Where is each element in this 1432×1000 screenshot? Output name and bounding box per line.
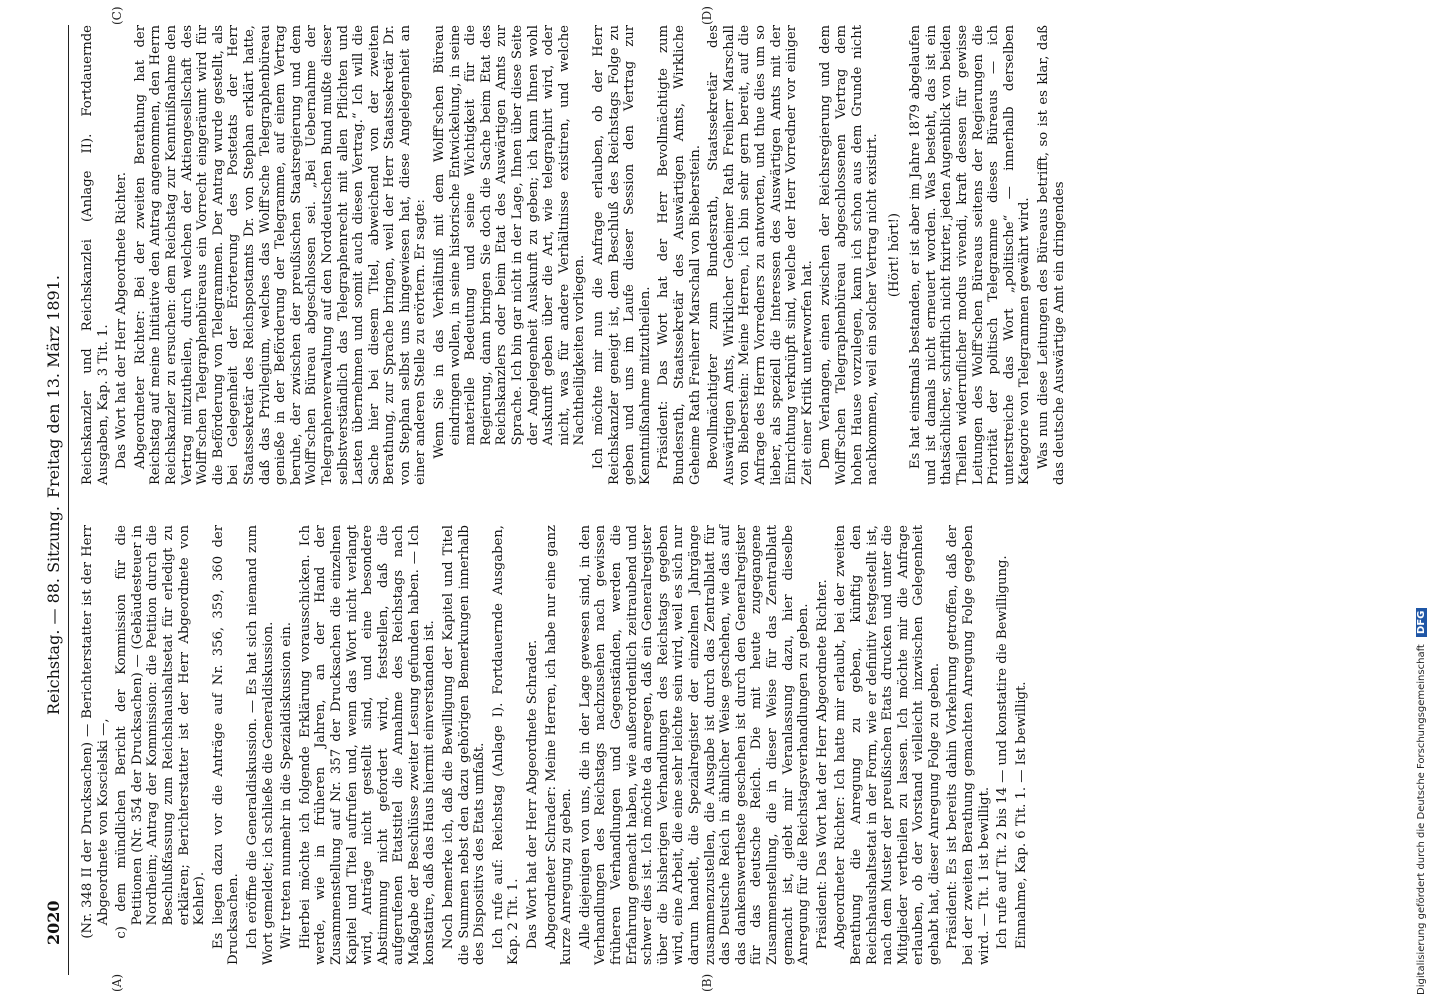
right-column-paragraph: Das Wort hat der Herr Abgeordnete Richter. — [114, 172, 130, 470]
right-column-paragraph: Präsident: Das Wort hat der Herr Bevollmächtigte zum Bundesrath, Staatssekretär des Auswärtigen Amts, Wirkliche Geheime Rath Freiherr Marschall von Bieberstein. — [656, 25, 703, 485]
right-column-paragraph: Abgeordneter Richter: Bei der zweiten Berathung hat der Reichstag auf meine Initiative den Antrag angenommen, den Herrn Reichskanzler zu ersuchen: dem Reichstag zur Kenntnißnahme den Vertrag mitzutheilen, durch welchen der Aktiengesellschaft des Wolff'schen Telegraphenbüreaus ein Vorrecht eingeräumt wird für die Beförderung von Telegrammen. Der Antrag wurde gestellt, als bei Gelegenheit der Erörterung des Postetats der Herr Staatssekretär des Reichspostamts Dr. von Stephan erklärt hatte, daß das Privilegium, welches das Wolff'sche Telegraphenbüreau genieße in der Beförderung der Telegramme, auf einem Vertrag beruhe, der zwischen der preußischen Staatsregierung und dem Wolff'schen Büreau abgeschlossen sei. „Bei Uebernahme der Telegraphenverwaltung auf den Norddeutschen Bund mußte dieser selbstverständlich das Telegraphenrecht mit allen Pflichten und Lasten übernehmen und somit auch diesen Vertrag.“ Ich will die Sache hier bei diesem Titel, abweichend von der zweiten Berathung, zur Sprache bringen, weil der Herr Staatssekretär Dr. von Stephan selbst uns hingewiesen hat, diese Angelegenheit an einer anderen Stelle zu erörtern. Er sagte: — [132, 25, 429, 485]
right-column-paragraph: Bevollmächtigter zum Bundesrath, Staatssekretär des Auswärtigen Amts, Wirklicher Geheimer Rath Freiherr Marschall von Bieberstein: Meine Herren, ich bin sehr gern bereit, auf die Anfrage des Herrn Vorredners zu antworten, und thue dies um so lieber, als speziell die Interessen des Auswärtigen Amts mit der Einrichtung verknüpft sind, welche der Herr Vorredner vor einiger Zeit einer Kritik unterworfen hat. — [706, 25, 815, 485]
left-column-paragraph: Ich rufe auf: Reichstag (Anlage I). Fortdauernde Ausgaben, Kap. 2 Tit. 1. — [490, 525, 522, 965]
left-column-paragraph: c) dem mündlichen Bericht der Kommission für die Petitionen (Nr. 354 der Drucksachen) — (Gebäudesteuer in Nordheim; Antrag der Kommission: die Petition durch die Beschlußfassung zum Reichshaushaltsetat für erledigt zu erklären; Berichterstatter ist der Herr Abgeordnete von Kehler). — [114, 525, 208, 939]
right-column-paragraph: Es hat einstmals bestanden, er ist aber im Jahre 1879 abgelaufen und ist damals nicht erneuert worden. Was besteht, das ist ein thatsächlicher, schriftlich nicht fixirter, jeden Augenblick von beiden Theilen widerruflicher modus vivendi, kraft dessen für gewisse Leitungen des Wolff'schen Büreaus seitens der Regierungen die Priorität der politisch Telegramme dieses Büreaus — ich unterstreiche das Wort „politische“ — innerhalb derselben Kategorie von Telegrammen gewährt wird. — [908, 25, 1033, 485]
left-column-paragraph: Das Wort hat der Herr Abgeordnete Schrader. — [525, 639, 541, 950]
right-column-paragraph: (Hört! hört!) — [886, 212, 902, 298]
digitization-credit — [1416, 608, 1427, 995]
left-column-paragraph: Einnahme, Kap. 6 Tit. 1. — Ist bewilligt. — [1013, 681, 1029, 950]
page-header — [40, 25, 69, 975]
margin-mark-a: (A) — [110, 973, 124, 992]
left-column-paragraph: Wir treten nunmehr in die Spezialdiskussion ein. — [279, 622, 295, 950]
left-column — [80, 525, 1029, 965]
left-column-paragraph: Abgeordneter Richter: Ich hatte mir erlaubt, bei der zweiten Berathung die Anregung zu geben, künftig den Reichshaushaltsetat in der Form, wie er definitiv festgestellt ist, nach dem Muster der preußischen Etats drucken und unter die Mitglieder vertheilen zu lassen. Ich möchte mir die Anfrage erlauben, ob der Vorstand vielleicht inzwischen Gelegenheit gehabt hat, dieser Anregung Folge zu geben. — [833, 525, 942, 965]
right-column-paragraph: Reichskanzler und Reichskanzlei (Anlage II). Fortdauernde Ausgaben, Kap. 3 Tit. 1. — [80, 25, 111, 485]
right-column-paragraph: Was nun diese Leitungen des Büreaus betrifft, so ist es klar, daß das deutsche Auswärtige Amt ein dringendes — [1036, 25, 1067, 485]
left-column-paragraph: Ich eröffne die Generaldiskussion. — Es hat sich niemand zum Wort gemeldet; ich schließe die Generaldiskussion. — [244, 525, 276, 965]
left-column-paragraph: Noch bemerke ich, daß die Bewilligung der Kapitel und Titel die Summen nebst den dazu gehörigen Bemerkungen innerhalb des Dispositivs des Etats umfaßt. — [441, 525, 488, 965]
margin-mark-b: (B) — [700, 973, 714, 992]
dfg-logo: DFG — [1416, 608, 1427, 637]
left-column-paragraph: Abgeordneter Schrader: Meine Herren, ich habe nur eine ganz kurze Anregung zu geben. — [543, 525, 575, 965]
left-column-paragraph: (Nr. 348 II der Drucksachen) — Berichterstatter ist der Herr Abgeordnete von Koscielski —, — [80, 525, 111, 939]
header-date: Freitag den 13. März 1891. — [44, 275, 63, 499]
margin-mark-d: (D) — [700, 6, 714, 25]
digitization-credit-text: Digitalisierung gefördert durch die Deutsche Forschungsgemeinschaft — [1416, 644, 1427, 995]
right-column-paragraph: Wenn Sie in das Verhältniß mit dem Wolff'schen Büreau eindringen wollen, in seine historische Entwickelung, in seine materielle Bedeutung und seine Wichtigkeit für die Regierung, dann bringen Sie doch die Sache beim Etat des Reichskanzlers oder beim Etat des Auswärtigen Amts zur Sprache. Ich bin gar nicht in der Lage, Ihnen über diese Seite der Angelegenheit Auskunft zu geben; ich kann Ihnen wohl Auskunft geben über die Art, wie telegraphirt wird, oder nicht, was für andere Verhältnisse existiren, und welche Nachtheiligkeiten vorliegen. — [432, 25, 588, 459]
margin-mark-c: (C) — [110, 6, 124, 25]
header-session-title: Reichstag. — 88. Sitzung. — [44, 506, 63, 715]
left-column-paragraph: Ich rufe auf Tit. 2 bis 14 — und konstatire die Bewilligung. — [995, 555, 1011, 950]
left-column-paragraph: Präsident: Es ist bereits dahin Vorkehrung getroffen, daß der bei der zweiten Berathung gemachten Anregung Folge gegeben wird. — Tit. 1 ist bewilligt. — [945, 525, 992, 965]
left-column-paragraph: Alle diejenigen von uns, die in der Lage gewesen sind, in den Verhandlungen des Reichstags nachzusehen nach gewissen früheren Verhandlungen und Gegenständen, werden die Erfahrung gemacht haben, wie außerordentlich zeitraubend und schwer dies ist. Ich möchte da anregen, daß ein Generalregister über die bisherigen Verhandlungen des Reichstags gegeben wird, eine Arbeit, die eine sehr leichte sein wird, weil es sich nur darum handelt, die Spezialregister der einzelnen Jahrgänge zusammenzustellen, die Ausgabe ist durch das Zentralblatt für das Deutsche Reich in ähnlicher Weise geschehen, wie das auf das dankenswertheste geschehen ist durch den Generalregister für das deutsche Reich. Die mit heute zugegangene Zusammenstellung, die in dieser Weise für das Zentralblatt gemacht ist, giebt mir Veranlassung dazu, hier dieselbe Anregung für die Reichstagsverhandlungen zu geben. — [577, 525, 812, 965]
page-number: 2020 — [44, 900, 63, 945]
left-column-paragraph: Hierbei möchte ich folgende Erklärung vorausschicken. Ich werde, wie in früheren Jahren, an der Hand der Zusammenstellung auf Nr. 357 der Drucksachen die einzelnen Kapitel und Titel aufrufen und, wenn das Wort nicht verlangt wird, Anträge nicht gestellt sind, und eine besondere Abstimmung nicht gefordert wird, feststellen, daß die aufgerufenen Etatstitel die Annahme des Reichstags nach Maßgabe der Beschlüsse zweiter Lesung gefunden haben. — Ich konstatire, daß das Haus hiermit einverstanden ist. — [297, 525, 438, 965]
left-column-paragraph: Präsident: Das Wort hat der Herr Abgeordnete Richter. — [814, 579, 830, 950]
left-column-paragraph: Es liegen dazu vor die Anträge auf Nr. 356, 359, 360 der Drucksachen. — [210, 525, 242, 965]
right-column-paragraph: Ich möchte mir nun die Anfrage erlauben, ob der Herr Reichskanzler geneigt ist, dem Beschluß des Reichstags Folge zu geben und uns im Laufe dieser Session den Vertrag zur Kenntnißnahme mitzutheilen. — [591, 25, 653, 485]
right-column — [80, 25, 1067, 485]
right-column-paragraph: Dem Verlangen, einen zwischen der Reichsregierung und dem Wolff'schen Telegraphenbüreau abgeschlossenen Vertrag dem hohen Hause vorzulegen, kann ich schon aus dem Grunde nicht nachkommen, weil ein solcher Vertrag nicht existirt. — [818, 25, 881, 485]
